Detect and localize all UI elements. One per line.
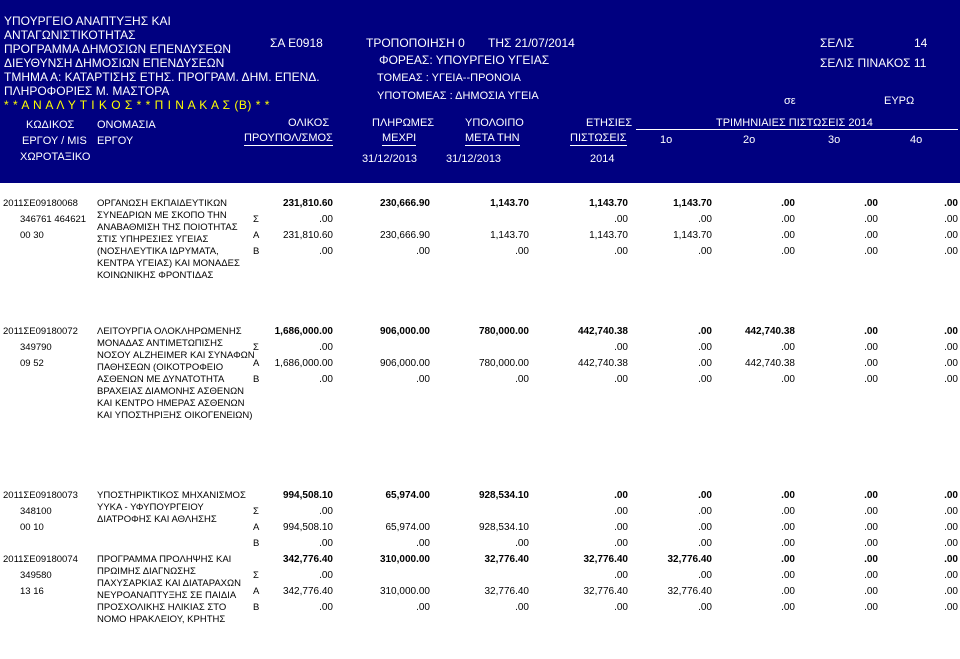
col-triminiaies: ΤΡΙΜΗΝΙΑΙΕΣ ΠΙΣΤΩΣΕΙΣ 2014: [716, 117, 873, 129]
sub-row-key: Α: [253, 230, 260, 241]
sub-value: .00: [515, 538, 529, 549]
org-line-4: ΔΙΕΥΘΥΝΣΗ ΔΗΜΟΣΙΩΝ ΕΠΕΝΔΥΣΕΩΝ: [4, 56, 225, 70]
col-etisies-2: ΠΙΣΤΩΣΕΙΣ: [570, 132, 627, 144]
sub-value: .00: [614, 246, 628, 257]
sub-value: 1,143.70: [673, 230, 712, 241]
project-mis: 349790: [20, 342, 52, 353]
sub-value: 310,000.00: [379, 586, 430, 597]
sub-value: .00: [944, 374, 958, 385]
project-code: 2011ΣΕ09180072: [3, 326, 78, 337]
project-xoro: 00 10: [20, 522, 44, 533]
total-value: 231,810.60: [282, 198, 333, 209]
sub-value: .00: [864, 374, 878, 385]
se-label: σε: [784, 95, 796, 107]
sub-value: .00: [416, 374, 430, 385]
sub-value: 32,776.40: [583, 586, 628, 597]
sub-value: .00: [515, 246, 529, 257]
total-value: .00: [781, 554, 795, 565]
total-value: .00: [944, 326, 958, 337]
sub-value: .00: [944, 358, 958, 369]
sub-value: .00: [698, 506, 712, 517]
sub-value: .00: [698, 358, 712, 369]
total-value: 32,776.40: [484, 554, 529, 565]
col-etisies-1: ΕΤΗΣΙΕΣ: [586, 117, 632, 129]
sub-value: 1,143.70: [589, 230, 628, 241]
euro-label: ΕΥΡΩ: [884, 95, 915, 107]
project-code: 2011ΣΕ09180073: [3, 490, 78, 501]
org-line-3: ΠΡΟΓΡΑΜΜΑ ΔΗΜΟΣΙΩΝ ΕΠΕΝΔΥΣΕΩΝ: [4, 42, 231, 56]
sub-value: .00: [781, 538, 795, 549]
sub-value: 342,776.40: [282, 586, 333, 597]
sub-value: .00: [698, 342, 712, 353]
col-q4: 4ο: [910, 134, 923, 146]
sub-value: .00: [614, 602, 628, 613]
sub-value: .00: [319, 602, 333, 613]
sub-value: .00: [781, 342, 795, 353]
sub-row-key: Σ: [253, 342, 259, 353]
sub-value: .00: [319, 374, 333, 385]
sub-value: .00: [864, 586, 878, 597]
total-value: 1,143.70: [490, 198, 529, 209]
col-pliromes-1: ΠΛΗΡΩΜΕΣ: [372, 117, 435, 129]
sub-value: .00: [781, 586, 795, 597]
selis-label: ΣΕΛΙΣ: [820, 36, 855, 50]
sa-code: ΣΑ Ε0918: [270, 36, 323, 50]
sub-value: 780,000.00: [478, 358, 529, 369]
sub-value: .00: [781, 246, 795, 257]
sub-value: .00: [698, 214, 712, 225]
tis-date: ΤΗΣ 21/07/2014: [488, 36, 575, 50]
sub-value: .00: [864, 506, 878, 517]
total-value: .00: [698, 490, 712, 501]
sub-value: 906,000.00: [379, 358, 430, 369]
sub-row-key: Σ: [253, 506, 259, 517]
total-value: .00: [781, 198, 795, 209]
sub-value: .00: [319, 246, 333, 257]
total-value: 310,000.00: [379, 554, 430, 565]
col-q1: 1ο: [660, 134, 673, 146]
sub-value: 442,740.38: [577, 358, 628, 369]
col-kodikos-3: ΧΩΡΟΤΑΞΙΚΟ: [20, 151, 91, 163]
sub-row-key: Α: [253, 358, 260, 369]
col-kodikos-1: ΚΩΔΙΚΟΣ: [26, 119, 75, 131]
total-value: 32,776.40: [667, 554, 712, 565]
sub-value: .00: [944, 538, 958, 549]
sub-value: .00: [781, 522, 795, 533]
org-line-2: ΑΝΤΑΓΩΝΙΣΤΙΚΟΤΗΤΑΣ: [4, 28, 136, 42]
total-value: 780,000.00: [478, 326, 529, 337]
sub-value: .00: [864, 214, 878, 225]
sub-value: .00: [944, 570, 958, 581]
sub-value: .00: [416, 602, 430, 613]
sub-value: 32,776.40: [484, 586, 529, 597]
total-value: .00: [781, 490, 795, 501]
project-xoro: 00 30: [20, 230, 44, 241]
sub-value: 231,810.60: [282, 230, 333, 241]
sub-row-key: Β: [253, 538, 260, 549]
col-pliromes-3: 31/12/2013: [362, 153, 418, 165]
sub-value: 1,143.70: [490, 230, 529, 241]
total-value: 65,974.00: [385, 490, 430, 501]
sub-value: .00: [319, 342, 333, 353]
sub-value: .00: [864, 602, 878, 613]
sub-row-key: Α: [253, 522, 260, 533]
sub-row-key: Β: [253, 246, 260, 257]
sub-value: .00: [944, 214, 958, 225]
project-description: ΛΕΙΤΟΥΡΓΙΑ ΟΛΟΚΛΗΡΩΜΕΝΗΣ ΜΟΝΑΔΑΣ ΑΝΤΙΜΕΤΩΠΙΣΗΣ ΝΟΣΟΥ ALZHEIMER ΚΑΙ ΣΥΝΑΦΩΝ ΠΑΘΗΣΕΩΝ (ΟΙΚΟΤΡΟΦΕΙΟ ΑΣΘΕΝΩΝ ΜΕ ΔΥΝΑΤΟΤΗΤΑ ΒΡΑΧΕΙΑΣ ΔΙΑΜΟΝΗΣ ΑΣΘΕΝΩΝ ΚΑΙ ΚΕΝΤΡΟ ΗΜΕΡΑΣ ΑΣΘΕΝΩΝ ΚΑΙ ΥΠΟΣΤΗΡΙΞΗΣ ΟΙΚΟΓΕΝΕΙΩΝ): [97, 326, 255, 421]
sub-row-key: Β: [253, 374, 260, 385]
total-value: 442,740.38: [744, 326, 795, 337]
sub-value: .00: [614, 214, 628, 225]
total-value: .00: [698, 326, 712, 337]
total-value: .00: [864, 554, 878, 565]
sub-value: .00: [698, 570, 712, 581]
sub-value: .00: [944, 522, 958, 533]
sub-value: .00: [944, 506, 958, 517]
sub-value: .00: [944, 230, 958, 241]
sub-value: .00: [319, 214, 333, 225]
sub-value: .00: [944, 602, 958, 613]
col-q3: 3ο: [828, 134, 841, 146]
sub-value: 442,740.38: [744, 358, 795, 369]
sub-value: 32,776.40: [667, 586, 712, 597]
sub-value: .00: [319, 506, 333, 517]
sub-value: .00: [319, 538, 333, 549]
sub-value: .00: [781, 374, 795, 385]
sub-value: .00: [944, 586, 958, 597]
col-ypoloipo-2: ΜΕΤΑ ΤΗΝ: [465, 132, 520, 144]
total-value: 442,740.38: [577, 326, 628, 337]
col-q2: 2ο: [743, 134, 756, 146]
project-description: ΠΡΟΓΡΑΜΜΑ ΠΡΟΛΗΨΗΣ ΚΑΙ ΠΡΩΙΜΗΣ ΔΙΑΓΝΩΣΗΣ ΠΑΧΥΣΑΡΚΙΑΣ ΚΑΙ ΔΙΑΤΑΡΑΧΩΝ ΝΕΥΡΟΑΝΑΠΤΥΞΗΣ ΣΕ ΠΑΙΔΙΑ ΠΡΟΣΧΟΛΙΚΗΣ ΗΛΙΚΙΑΣ ΣΤΟ ΝΟΜΟ ΗΡΑΚΛΕΙΟΥ, ΚΡΗΤΗΣ: [97, 554, 241, 625]
tomeas: ΤΟΜΕΑΣ : ΥΓΕΙΑ--ΠΡΟΝΟΙΑ: [377, 72, 521, 84]
org-line-1: ΥΠΟΥΡΓΕΙΟ ΑΝΑΠΤΥΞΗΣ ΚΑΙ: [4, 14, 171, 28]
total-value: 994,508.10: [282, 490, 333, 501]
sub-value: .00: [515, 602, 529, 613]
col-ypoloipo-1: ΥΠΟΛΟΙΠΟ: [465, 117, 524, 129]
total-value: 1,143.70: [673, 198, 712, 209]
selis-value: 14: [914, 36, 928, 50]
sub-value: .00: [614, 506, 628, 517]
total-value: 1,686,000.00: [274, 326, 333, 337]
sub-value: .00: [781, 570, 795, 581]
analytic-title: * * Α Ν Α Λ Υ Τ Ι Κ Ο Σ * * Π Ι Ν Α Κ Α Σ (Β) * *: [4, 98, 270, 112]
total-value: .00: [944, 198, 958, 209]
project-mis: 346761 464621: [20, 214, 87, 225]
total-value: .00: [864, 198, 878, 209]
tropopoiisi: ΤΡΟΠΟΠΟΙΗΣΗ 0: [366, 36, 465, 50]
project-code: 2011ΣΕ09180068: [3, 198, 78, 209]
total-value: .00: [864, 326, 878, 337]
total-value: .00: [614, 490, 628, 501]
sub-value: .00: [864, 342, 878, 353]
sub-value: .00: [864, 246, 878, 257]
sub-value: .00: [698, 246, 712, 257]
total-value: 906,000.00: [379, 326, 430, 337]
col-olikos-1: ΟΛΙΚΟΣ: [288, 117, 330, 129]
total-value: 230,666.90: [379, 198, 430, 209]
col-kodikos-2: ΕΡΓΟΥ / MIS: [22, 135, 87, 147]
sub-value: 230,666.90: [379, 230, 430, 241]
sub-value: .00: [698, 374, 712, 385]
project-mis: 348100: [20, 506, 52, 517]
total-value: .00: [864, 490, 878, 501]
sub-value: .00: [944, 246, 958, 257]
sub-value: .00: [416, 246, 430, 257]
sub-value: .00: [781, 506, 795, 517]
sub-value: .00: [864, 358, 878, 369]
sub-value: .00: [864, 230, 878, 241]
org-line-6: ΠΛΗΡΟΦΟΡΙΕΣ Μ. ΜΑΣΤΟΡΑ: [4, 84, 170, 98]
sub-row-key: Β: [253, 602, 260, 613]
sub-value: 928,534.10: [478, 522, 529, 533]
triminiaies-rule: [636, 129, 958, 130]
sub-value: .00: [781, 602, 795, 613]
sub-value: .00: [781, 230, 795, 241]
ypotomeas: ΥΠΟΤΟΜΕΑΣ : ΔΗΜΟΣΙΑ ΥΓΕΙΑ: [377, 90, 539, 102]
sub-value: .00: [864, 522, 878, 533]
sub-value: .00: [515, 374, 529, 385]
project-mis: 349580: [20, 570, 52, 581]
sub-value: .00: [319, 570, 333, 581]
sub-value: 65,974.00: [385, 522, 430, 533]
sub-value: .00: [698, 538, 712, 549]
sub-value: .00: [614, 570, 628, 581]
sub-value: .00: [614, 342, 628, 353]
sub-value: .00: [698, 602, 712, 613]
col-olikos-2: ΠΡΟΥΠΟΛ/ΣΜΟΣ: [244, 132, 333, 144]
total-value: 32,776.40: [583, 554, 628, 565]
foreas: ΦΟΡΕΑΣ: ΥΠΟΥΡΓΕΙΟ ΥΓΕΙΑΣ: [379, 53, 550, 67]
col-pliromes-2: ΜΕΧΡΙ: [382, 132, 417, 144]
sub-value: 1,686,000.00: [274, 358, 333, 369]
sub-value: .00: [614, 522, 628, 533]
col-ypoloipo-3: 31/12/2013: [446, 153, 502, 165]
sub-value: .00: [416, 538, 430, 549]
project-description: ΟΡΓΑΝΩΣΗ ΕΚΠΑΙΔΕΥΤΙΚΩΝ ΣΥΝΕΔΡΙΩΝ ΜΕ ΣΚΟΠΟ ΤΗΝ ΑΝΑΒΑΘΜΙΣΗ ΤΗΣ ΠΟΙΟΤΗΤΑΣ ΣΤΙΣ ΥΠΗΡΕΣΙΕΣ ΥΓΕΙΑΣ (ΝΟΣΗΛΕΥΤΙΚΑ ΙΔΡΥΜΑΤΑ, ΚΕΝΤΡΑ ΥΓΕΙΑΣ) ΚΑΙ ΜΟΝΑΔΕΣ ΚΟΙΝΩΝΙΚΗΣ ΦΡΟΝΤΙΔΑΣ: [97, 198, 240, 281]
sub-row-key: Σ: [253, 214, 259, 225]
project-xoro: 13 16: [20, 586, 44, 597]
total-value: 1,143.70: [589, 198, 628, 209]
sub-value: .00: [781, 214, 795, 225]
col-onomasia-1: ΟΝΟΜΑΣΙΑ: [97, 119, 156, 131]
total-value: .00: [944, 554, 958, 565]
sub-row-key: Α: [253, 586, 260, 597]
sub-value: .00: [698, 522, 712, 533]
col-etisies-3: 2014: [590, 153, 615, 165]
project-description: ΥΠΟΣΤΗΡΙΚΤΙΚΟΣ ΜΗΧΑΝΙΣΜΟΣ ΥΥΚΑ - ΥΦΥΠΟΥΡΓΕΙΟΥ ΔΙΑΤΡΟΦΗΣ ΚΑΙ ΑΘΛΗΣΗΣ: [97, 490, 246, 525]
org-line-5: ΤΜΗΜΑ Α: ΚΑΤΑΡΤΙΣΗΣ ΕΤΗΣ. ΠΡΟΓΡΑΜ. ΔΗΜ. ΕΠΕΝΔ.: [4, 70, 320, 84]
sub-value: 994,508.10: [282, 522, 333, 533]
sub-value: .00: [614, 538, 628, 549]
total-value: 928,534.10: [478, 490, 529, 501]
sub-value: .00: [614, 374, 628, 385]
sub-value: .00: [864, 570, 878, 581]
selis-pinakos: ΣΕΛΙΣ ΠΙΝΑΚΟΣ 11: [820, 56, 927, 70]
project-code: 2011ΣΕ09180074: [3, 554, 78, 565]
total-value: 342,776.40: [282, 554, 333, 565]
col-onomasia-2: ΕΡΓΟΥ: [97, 135, 134, 147]
sub-row-key: Σ: [253, 570, 259, 581]
project-xoro: 09 52: [20, 358, 44, 369]
sub-value: .00: [944, 342, 958, 353]
total-value: .00: [944, 490, 958, 501]
sub-value: .00: [864, 538, 878, 549]
